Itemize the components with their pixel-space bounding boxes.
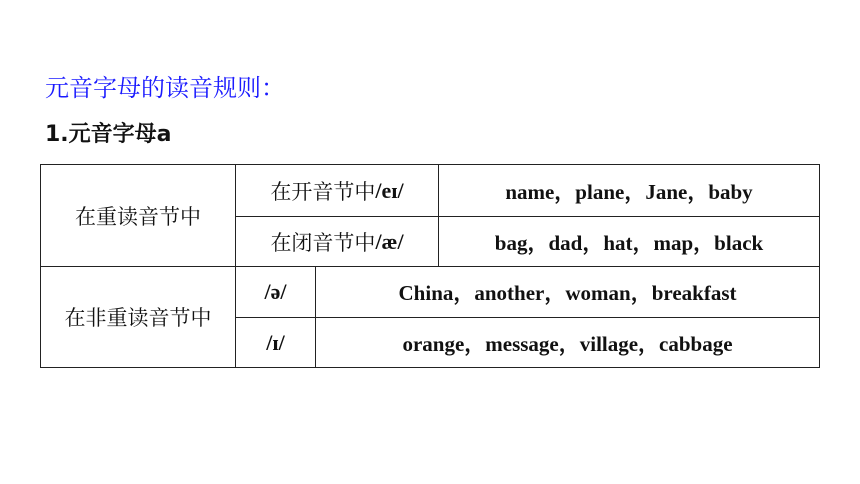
- unstressed-syllable-label: 在非重读音节中: [64, 306, 212, 330]
- ipa-symbol: /eɪ/: [375, 177, 404, 203]
- ipa-symbol: /æ/: [375, 228, 404, 254]
- context-label: 在闭音节中: [270, 230, 376, 255]
- open-syllable-context: [236, 165, 438, 216]
- ipa-symbol: /ɪ/: [266, 329, 285, 355]
- page-heading: 元音字母的读音规则：: [45, 74, 285, 102]
- pronunciation-rules-table: [40, 164, 820, 368]
- closed-syllable-context: [236, 217, 438, 266]
- context-label: 在开音节中: [270, 179, 376, 204]
- stressed-syllable-label: 在重读音节中: [75, 204, 201, 229]
- example-words: orange，message，village，cabbage: [402, 331, 733, 356]
- example-words: name，plane，Jane，baby: [505, 179, 753, 204]
- section-title: 1.元音字母a: [45, 122, 172, 147]
- example-words: China，another，woman，breakfast: [398, 281, 737, 305]
- ipa-symbol: /ə/: [264, 279, 287, 304]
- example-words: bag，dad，hat，map，black: [494, 230, 764, 255]
